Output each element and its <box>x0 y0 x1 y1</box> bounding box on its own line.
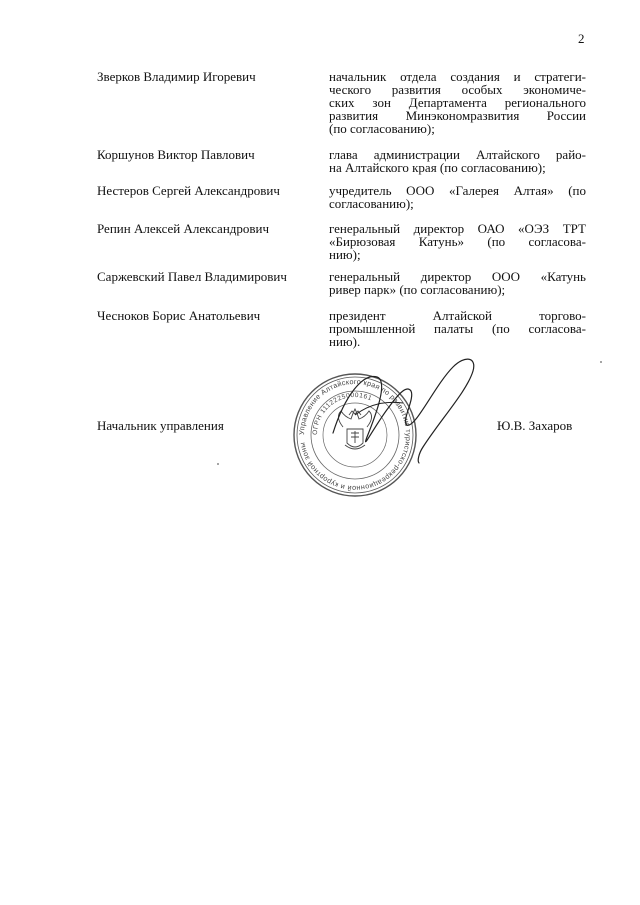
signature-name: Ю.В. Захаров <box>497 418 573 433</box>
member-name: Репин Алексей Александрович <box>97 221 270 236</box>
member-role-line: генеральный директор ОАО «ОЭЗ ТРТ <box>329 221 586 236</box>
member-role-line: учредитель ООО «Галерея Алтая» (по <box>329 183 586 198</box>
scan-speck <box>217 463 219 465</box>
member-role-line: глава администрации Алтайского райо- <box>329 147 586 162</box>
member-name: Нестеров Сергей Александрович <box>97 183 280 198</box>
commission-member-row <box>97 222 592 261</box>
member-role-line: промышленной палаты (по согласова- <box>329 321 586 336</box>
commission-member-row <box>97 184 592 210</box>
page-number: 2 <box>578 31 585 46</box>
commission-member-row <box>97 148 592 174</box>
seal-inner-text: ОГРН 1112225000161 <box>311 391 374 436</box>
member-role <box>329 270 586 296</box>
commission-member-row <box>97 70 592 135</box>
member-role <box>329 148 586 174</box>
member-role-line: генеральный директор ООО «Катунь <box>329 269 586 284</box>
member-role-line: согласованию); <box>329 196 414 211</box>
member-name: Саржевский Павел Владимирович <box>97 269 287 284</box>
member-name: Зверков Владимир Игоревич <box>97 69 256 84</box>
handwritten-signature <box>315 355 495 465</box>
member-role <box>329 309 586 348</box>
seal-outer-text: Управление Алтайского края по развитию туристско-рекреационной и курортной зоны <box>296 376 414 494</box>
commission-member-row <box>97 309 592 348</box>
member-role-line: президент Алтайской торгово- <box>329 308 586 323</box>
member-role-line: ривер парк» (по согласованию); <box>329 282 506 297</box>
member-name: Коршунов Виктор Павлович <box>97 147 255 162</box>
member-role-line: нию); <box>329 247 361 262</box>
member-role <box>329 184 586 210</box>
member-role-line: начальник отдела создания и стратеги- <box>329 69 586 84</box>
member-role-line: развития Минэкономразвития России <box>329 108 586 123</box>
signature-title: Начальник управления <box>97 418 224 433</box>
member-role-line: «Бирюзовая Катунь» (по согласова- <box>329 234 586 249</box>
member-role-line: ческого развития особых экономиче- <box>329 82 586 97</box>
member-name: Чесноков Борис Анатольевич <box>97 308 261 323</box>
member-role-line: (по согласованию); <box>329 121 435 136</box>
commission-member-row <box>97 270 592 296</box>
member-role <box>329 70 586 135</box>
member-role-line: нию). <box>329 334 361 349</box>
member-role <box>329 222 586 261</box>
member-role-line: на Алтайского края (по согласованию); <box>329 160 546 175</box>
member-role-line: ских зон Департамента регионального <box>329 95 586 110</box>
scan-speck <box>600 361 602 363</box>
